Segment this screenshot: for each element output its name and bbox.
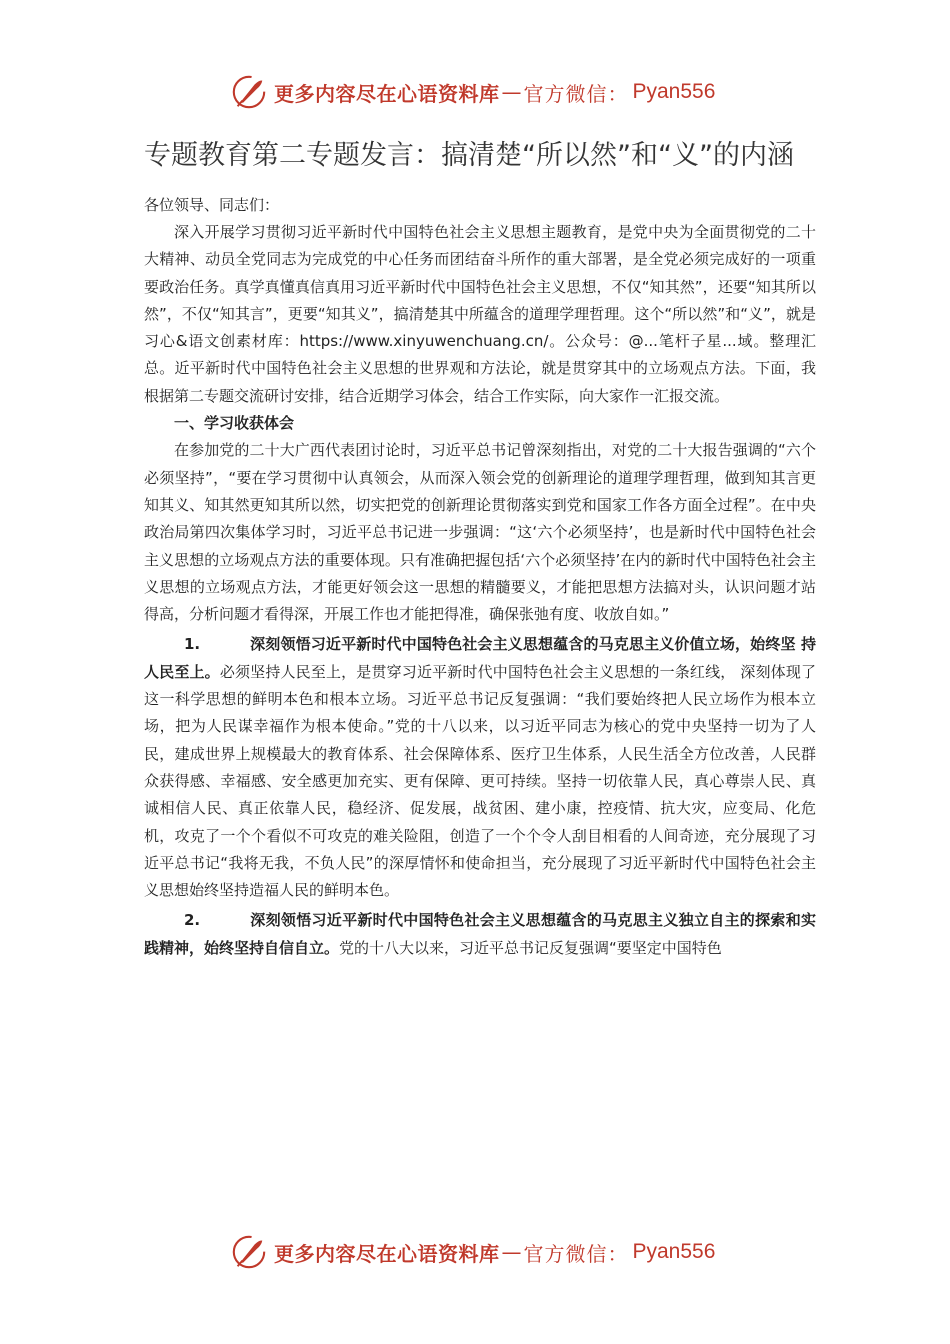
point-2-bold: 深刻领悟习近平新时代中国特色社会主义思想蕴含的马克思主义独立自主的探索和实践精神，始终坚持自信自立。 bbox=[144, 911, 816, 957]
banner-label: 官方微信： bbox=[523, 1241, 629, 1266]
quill-pen-logo-icon bbox=[230, 1233, 268, 1271]
point-2-paragraph bbox=[144, 907, 816, 962]
quill-pen-logo-icon bbox=[230, 73, 268, 111]
point-1-number: 1. bbox=[184, 635, 201, 654]
banner-text: 更多内容尽在心语资料库 bbox=[274, 1241, 500, 1266]
banner-text: 更多内容尽在心语资料库 bbox=[274, 81, 500, 106]
intro-paragraph: 深入开展学习贯彻习近平新时代中国特色社会主义思想主题教育，是党中央为全面贯彻党的二十大精神、动员全党同志为完成党的中心任务而团结奋斗所作的重大部署，是全党必须完成好的一项重要政治任务。真学真懂真信真用习近平新时代中国特色社会主义思想，不仅“知其然”，还要“知其所以然”，不仅“知其言”，更要“知其义”，搞清楚其中所蕴含的道理学理哲理。这个“所以然”和“义”，就是习心&语文创素材库：https://www.xinyuwenchuang.cn/。公众号：@...笔杆子星...域。整理汇总。近平新时代中国特色社会主义思想的世界观和方法论，就是贯穿其中的立场观点方法。下面，我根据第二专题交流研讨安排，结合近期学习体会，结合工作实际，向大家作一汇报交流。 bbox=[144, 223, 816, 405]
section-heading-1: 一、学习收获体会 bbox=[174, 414, 295, 433]
point-2-number: 2. bbox=[184, 911, 201, 930]
banner-separator: — bbox=[501, 80, 522, 104]
point-1-text: 必须坚持人民至上，是贯穿习近平新时代中国特色社会主义思想的一条红线， 深刻体现了这一科学思想的鲜明本色和根本立场。习近平总书记反复强调：“我们要始终把人民立场作为根本立场，把为人民谋幸福作为根本使命。”党的十八以来，以习近平同志为核心的党中央坚持一切为了人民，建成世界上规模最大的教育体系、社会保障体系、医疗卫生体系，人民生活全方位改善，人民群众获得感、幸福感、安全感更加充实、更有保障、更可持续。坚持一切依靠人民，真心尊崇人民、真诚相信人民、真正依靠人民，稳经济、促发展，战贫困、建小康，控疫情、抗大灾，应变局、化危机，攻克了一个个看似不可攻克的难关险阻，创造了一个个令人刮目相看的人间奇迹，充分展现了习近平总书记“我将无我，不负人民”的深厚情怀和使命担当，充分展现了习近平新时代中国特色社会主义思想始终坚持造福人民的鲜明本色。 bbox=[144, 662, 816, 900]
footer-watermark-banner bbox=[230, 1232, 750, 1272]
document-body bbox=[144, 138, 816, 962]
point-1-bold: 深刻领悟习近平新时代中国特色社会主义思想蕴含的马克思主义价值立场，始终坚 持人民至上。 bbox=[144, 635, 816, 681]
banner-wechat-id: Pyan556 bbox=[632, 80, 716, 103]
banner-separator: — bbox=[501, 1240, 522, 1264]
banner-label: 官方微信： bbox=[523, 81, 629, 106]
greeting: 各位领导、同志们： bbox=[144, 196, 280, 214]
document-title: 专题教育第二专题发言：搞清楚“所以然”和“义”的内涵 bbox=[144, 140, 794, 171]
point-2-text: 党的十八大以来，习近平总书记反复强调“要坚定中国特色 bbox=[339, 938, 722, 957]
header-watermark-banner bbox=[230, 72, 750, 112]
point-1-paragraph bbox=[144, 631, 816, 904]
banner-wechat-id: Pyan556 bbox=[632, 1240, 716, 1263]
section1-paragraph: 在参加党的二十大广西代表团讨论时，习近平总书记曾深刻指出，对党的二十大报告强调的“六个必须坚持”，“要在学习贯彻中认真领会，从而深入领会党的创新理论的道理学理哲理，做到知其言更知其义、知其然更知其所以然，切实把党的创新理论贯彻落实到党和国家工作各方面全过程”。在中央政治局第四次集体学习时，习近平总书记进一步强调：“这‘六个必须坚持’，也是新时代中国特色社会主义思想的立场观点方法的重要体现。只有准确把握包括‘六个必须坚持’在内的新时代中国特色社会主义思想的立场观点方法，才能更好领会这一思想的精髓要义，才能把思想方法搞对头，认识问题才站得高，分析问题才看得深，开展工作也才能把得准，确保张弛有度、收放自如。” bbox=[144, 441, 816, 624]
